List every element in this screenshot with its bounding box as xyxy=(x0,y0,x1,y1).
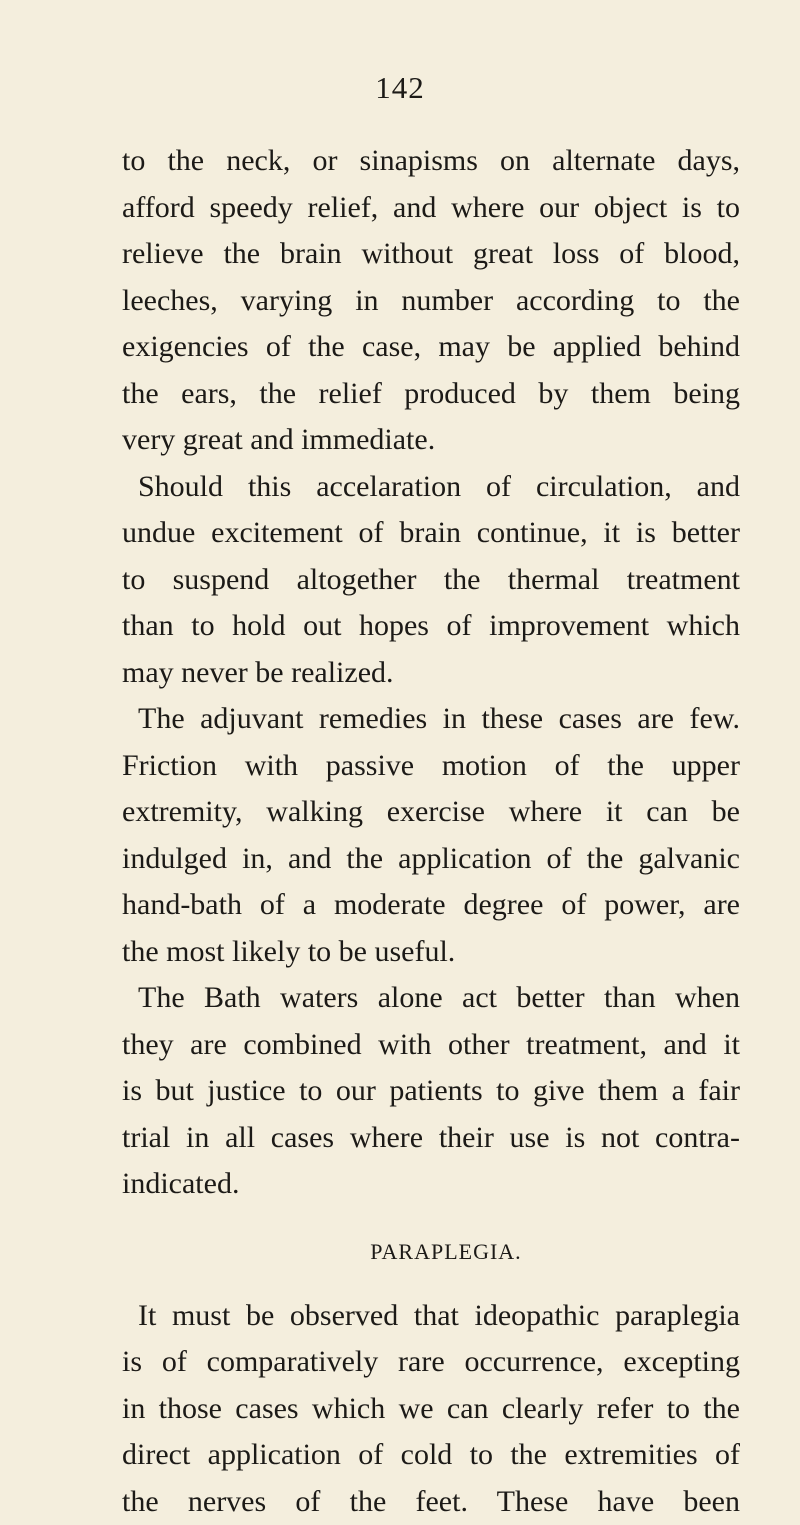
text-line: The Bath waters alone act better than when xyxy=(122,975,740,1022)
section-heading: PARAPLEGIA. xyxy=(122,1232,740,1272)
text-line: indulged in, and the application of the galvanic xyxy=(122,836,740,883)
text-line: very great and immediate. xyxy=(122,417,740,464)
text-line: undue excitement of brain continue, it is better xyxy=(122,510,740,557)
text-line: relieve the brain without great loss of blood, xyxy=(122,231,740,278)
text-line: Friction with passive motion of the upper xyxy=(122,743,740,790)
text-line: than to hold out hopes of improvement which xyxy=(122,603,740,650)
text-line: leeches, varying in number according to the xyxy=(122,278,740,325)
text-line: direct application of cold to the extremities of xyxy=(122,1432,740,1479)
text-line: they are combined with other treatment, and it xyxy=(122,1022,740,1069)
text-line: The adjuvant remedies in these cases are few. xyxy=(122,696,740,743)
text-line: afford speedy relief, and where our object is to xyxy=(122,185,740,232)
text-line: may never be realized. xyxy=(122,650,740,697)
paragraph xyxy=(122,464,740,697)
paragraph xyxy=(122,696,740,975)
text-line: trial in all cases where their use is not contra- xyxy=(122,1115,740,1162)
text-line: extremity, walking exercise where it can be xyxy=(122,789,740,836)
text-line: is of comparatively rare occurrence, excepting xyxy=(122,1339,740,1386)
text-line: indicated. xyxy=(122,1161,740,1208)
text-line: to suspend altogether the thermal treatment xyxy=(122,557,740,604)
text-line: the ears, the relief produced by them being xyxy=(122,371,740,418)
paragraph xyxy=(122,975,740,1208)
text-line: It must be observed that ideopathic paraplegia xyxy=(122,1293,740,1340)
text-line: the most likely to be useful. xyxy=(122,929,740,976)
text-line: Should this accelaration of circulation, and xyxy=(122,464,740,511)
body-text xyxy=(122,138,740,1525)
text-line: hand-bath of a moderate degree of power, are xyxy=(122,882,740,929)
text-line: exigencies of the case, may be applied behind xyxy=(122,324,740,371)
text-line: the nerves of the feet. These have been xyxy=(122,1479,740,1525)
text-line: in those cases which we can clearly refer to the xyxy=(122,1386,740,1433)
text-line: is but justice to our patients to give them a fair xyxy=(122,1068,740,1115)
paragraph xyxy=(122,1293,740,1525)
page-number: 142 xyxy=(0,70,800,106)
paragraph xyxy=(122,138,740,464)
text-line: to the neck, or sinapisms on alternate days, xyxy=(122,138,740,185)
